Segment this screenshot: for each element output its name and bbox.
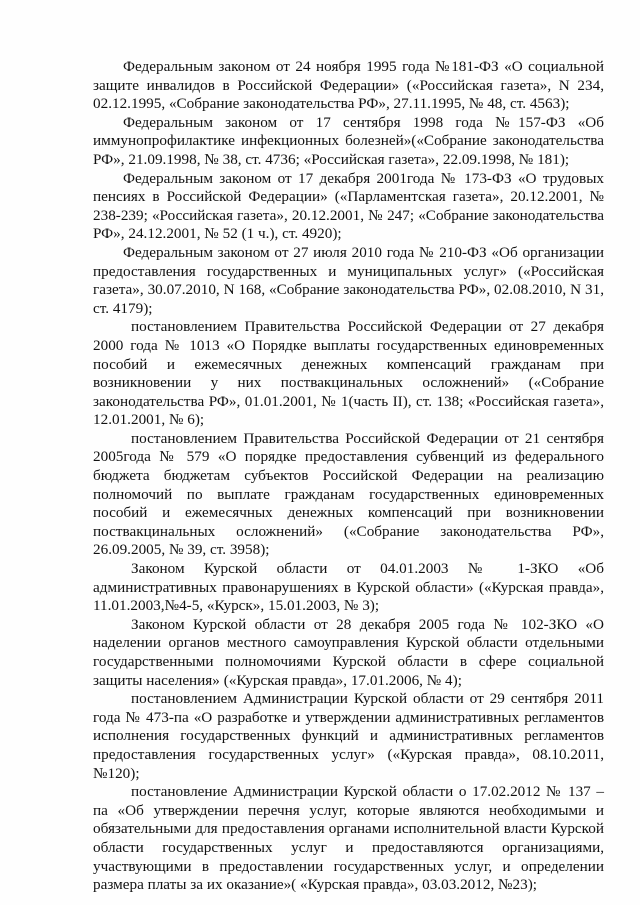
- legal-reference-paragraph: постановлением Правительства Российской Федерации от 27 декабря 2000 года № 1013 «О Порядке выплаты государственных единовременных пособий и ежемесячных денежных компенсаций гражданам при возникновении у них поствакцинальных осложнений» («Собрание законодательства РФ», 01.01.2001, № 1(часть II), ст. 138; «Российская газета», 12.01.2001, № 6);: [93, 318, 604, 429]
- legal-reference-paragraph: постановлением Правительства Российской Федерации от 21 сентября 2005года № 579 «О порядке предоставления субвенций из федерального бюджета бюджетам субъектов Российской Федерации на реализацию полномочий по выплате гражданам государственных единовременных пособий и ежемесячных денежных компенсаций при возникновении поствакцинальных осложнений» («Собрание законодательства РФ», 26.09.2005, № 39, ст. 3958);: [93, 429, 604, 559]
- legal-reference-paragraph: Федеральным законом от 17 декабря 2001года № 173-ФЗ «О трудовых пенсиях в Российской Федерации» («Парламентская газета», 20.12.2001, № 238-239; «Российская газета», 20.12.2001, № 247; «Собрание законодательства РФ», 24.12.2001, № 52 (1 ч.), ст. 4920);: [93, 169, 604, 243]
- legal-reference-paragraph: Законом Курской области от 04.01.2003 № 1-ЗКО «Об административных правонарушениях в Курской области» («Курская правда», 11.01.2003,№4-5, «Курск», 15.01.2003, № 3);: [93, 560, 604, 615]
- document-body: [93, 58, 604, 895]
- legal-reference-paragraph: постановлением Администрации Курской области от 29 сентября 2011 года № 473-па «О разработке и утверждении административных регламентов исполнения государственных функций и административных регламентов предоставления государственных услуг» («Курская правда», 08.10.2011, №120);: [93, 690, 604, 782]
- legal-reference-paragraph: Законом Курской области от 28 декабря 2005 года № 102-ЗКО «О наделении органов местного самоуправления Курской области отдельными государственными полномочиями Курской области в сфере социальной защиты населения» («Курская правда», 17.01.2006, № 4);: [93, 615, 604, 689]
- legal-reference-paragraph: Федеральным законом от 17 сентября 1998 года №157-ФЗ «Об иммунопрофилактике инфекционных болезней»(«Собрание законодательства РФ», 21.09.1998, № 38, ст. 4736; «Российская газета», 22.09.1998, № 181);: [93, 113, 604, 168]
- legal-reference-paragraph: постановление Администрации Курской области о 17.02.2012 № 137 – па «Об утверждении перечня услуг, которые являются необходимыми и обязательными для предоставления органами исполнительной власти Курской области государственных услуг и предоставляются организациями, участвующими в предоставлении государственных услуг, и определении размера платы за их оказание»( «Курская правда», 03.03.2012, №23);: [93, 783, 604, 894]
- legal-reference-paragraph: Федеральным законом от 24 ноября 1995 года №181-ФЗ «О социальной защите инвалидов в Российской Федерации» («Российская газета», N 234, 02.12.1995, «Собрание законодательства РФ», 27.11.1995, № 48, ст. 4563);: [93, 58, 604, 113]
- legal-reference-paragraph: Федеральным законом от 27 июля 2010 года № 210-ФЗ «Об организации предоставления государственных и муниципальных услуг» («Российская газета», 30.07.2010, N 168, «Собрание законодательства РФ», 02.08.2010, N 31, ст. 4179);: [93, 243, 604, 317]
